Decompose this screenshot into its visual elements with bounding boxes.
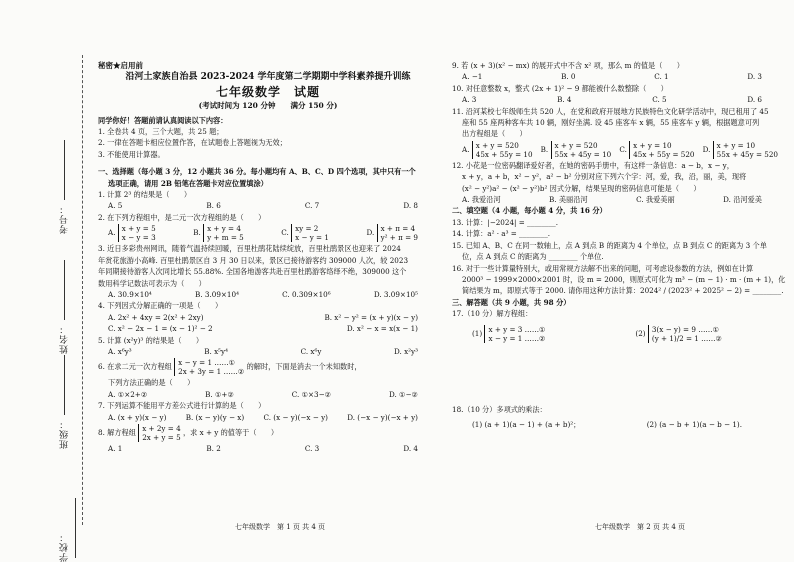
q18-part-1: (1) (a + 1)(a − 1) + (a + b)²； [472,419,581,429]
q9-stem: 9. 若 (x + 3)(x² − mx) 的展开式中不含 x² 项，那么 m 的值是（ ） [452,61,684,70]
note-1: 1. 全卷共 4 页，三个大题，共 25 题； [98,127,224,137]
q3-stem-4: 数用科学记数法可表示为（ ） [98,278,206,288]
q11-stem-2: 座和 55 座两种客车共 10 辆，刚好坐满. 设 45 座客车 x 辆，55 座客车 y 辆，根据题意可列 [462,118,760,128]
subject-title: 七年级数学 试题 [215,84,320,99]
q16-3: 简结果为 m，即原式等于 2000. 请你用这种方法计算：2024² / (2023² + 2025² − 2) = ________. [462,286,784,296]
option: B. 4 [557,95,572,105]
q11-stem: 11. 沿河某校七年级师生共 520 人，在党和政府开展地方民族特色文化研学活动中，现已租用了 45 [452,106,769,116]
option: B. 2 [206,443,221,453]
option: C. 7 [304,201,320,211]
option: C. x² − 2x − 1 = (x − 1)² − 2 [108,324,213,334]
option: D. x + π = 4 y² + π = 9 [366,224,418,243]
q12-options [452,194,782,205]
q3-stem-3: 年同期接待游客人次同比增长 55.88%. 全国各地游客共赴百里杜鹃游客络绎不绝，309000 这个 [98,267,407,277]
exam-number-field: 考号： [58,140,71,234]
option: C. 3 [304,443,320,453]
option: A. 1 [108,443,123,453]
option: B. (x − y)(y − x) [185,412,245,422]
option: C. x + y = 10 45x + 55y = 520 [619,140,695,159]
option: C. 1 [654,72,669,82]
q16: 16. 对于一些计算量特别大，或用常规方法解不出来的问题，可考虑设参数的方法，例如在计算 [452,263,754,273]
q4-options-b [98,323,438,334]
option: A. 3 [462,95,477,105]
binding-margin [0,0,92,562]
footer-left: 七年级数学 第 1 页 共 4 页 [234,523,326,531]
option: D. x² − x = x(x − 1) [346,324,418,334]
option: A. −1 [462,72,483,82]
option: B. x + y = 520 55x + 45y = 10 [540,140,612,159]
option: A. ①×2+② [108,389,148,399]
q5-stem: 5. 计算 (x²y)³ 的结果是（ ） [98,335,204,345]
q3-options [98,289,438,300]
q6-stem: 6. 在求二元一次方程组 x − y = 1 ……① 2x + 3y = 1 ……② 的解时，下面是消去一个未知数时， [98,358,362,377]
exam-info: (考试时间为 120 分钟 满分 150 分) [198,101,338,111]
option: D. 3.09×10⁵ [373,289,418,299]
option: D. 4 [403,443,418,453]
q2-stem: 2. 在下列方程组中，是二元一次方程组的是（ ） [98,212,266,222]
q18: 18.（10 分）多项式的乘法： [452,404,547,414]
option: C. xy = 2 x − y = 1 [281,224,329,243]
option: C. 5 [652,95,667,105]
option: D. ①−② [388,389,418,399]
option: B. x⁵y⁴ [204,346,228,356]
q3-stem-2: 年赏花旅游小高峰. 百里杜鹃景区自 3 月 30 日以来，景区已接待游客约 309000 人次，较 2023 [98,255,409,265]
q18-part-2: (2) (a − b + 1)(a − b − 1). [646,419,742,429]
q16-2: 2000³ − 1999×2000×2001 时，设 m = 2000，则原式可化为 m³ − (m − 1) · m · (m + 1)，化 [462,274,786,284]
q4-stem: 4. 下列因式分解正确的一项是（ ） [98,301,223,311]
section3-title: 三、解答题（共 9 小题，共 98 分） [452,297,571,307]
right-column [452,60,786,430]
note-2: 2. 一律在答题卡相应位置作答，在试题卷上答题视为无效； [98,138,287,148]
option: A. 2x² + 4xy = 2(x² + 2xy) [108,312,204,322]
q12-stem: 12. 小花是一位密码翻译爱好者，在她的密码手册中，有这样一条信息：a − b，x − y， [452,160,734,170]
option: A. 我爱沿河 [462,195,501,205]
q1-stem: 1. 计算 2³ 的结果是（ ） [98,190,192,200]
option: B. 0 [561,72,576,82]
q3-stem: 3. 近日多彩贵州网讯，随着气温持续回暖，百里杜鹃花陆续绽放，百里杜鹃景区也迎来了 2024 [98,244,401,254]
q11-options [452,140,782,160]
option: B. ①+② [205,389,234,399]
section2-title: 二、填空题（4 小题，每小题 4 分，共 16 分） [452,206,607,216]
q17: 17.（10 分）解方程组： [452,309,533,319]
option: A. x + y = 5 x − y = 3 [108,224,156,243]
secret-label: 秘密★启用前 [98,61,143,70]
option: B. x² − y² = (x + y)(x − y) [324,312,418,322]
q10-options [452,94,782,105]
option: A. (x + y)(x − y) [108,412,167,422]
q18-parts [452,419,782,430]
option: D. 3 [747,72,762,82]
q12-stem-2: x + y，a + b，x² − y²，a² − b² 分别对应下列六个字：河，爱，我，沿，丽，美，现将 [462,172,747,182]
q1-options [98,200,438,211]
q6-stem-2: 下列方法正确的是（ ） [108,378,195,388]
q17-part-2: (2) 3(x − y) = 9 ……① (y + 1)/2 = 1 ……② [635,324,722,343]
option: D. x + y = 10 55x + 45y = 520 [702,140,778,159]
q12-stem-3: (x² − y²)a² − (x² − y²)b² 因式分解，结果呈现的密码信息可能是（ ） [462,183,701,193]
left-column [98,60,438,454]
q8-options [98,443,438,454]
option: D. 8 [403,201,418,211]
option: C. ①×3−② [291,389,332,399]
option: B. 3.09×10⁴ [195,289,239,299]
option: C. 我爱美丽 [636,195,675,205]
option: C. x⁶y [300,346,322,356]
q15-2: 位，点 A 到点 C 的距离为 ________ 个单位. [462,252,604,262]
option: A. x⁶y³ [108,346,132,356]
q10-stem: 10. 对任意整数 x，整式 (2x + 1)² − 9 都能被什么数整除（ ） [452,83,668,93]
note-3: 3. 不能使用计算器。 [98,149,165,159]
class-field: 班级： [58,355,71,449]
q6-options [98,389,438,400]
option: D. 沿河爱美 [723,195,762,205]
q14: 14. 计算：a² · a³ = ________. [452,229,551,239]
q5-options [98,346,438,357]
q7-stem: 7. 下列运算不能用平方差公式进行计算的是（ ） [98,401,266,411]
notes-title: 同学你好！答题前请认真阅读以下内容： [98,115,228,125]
q15: 15. 已知 A、B、C 在同一数轴上，点 A 到点 B 的距离为 4 个单位，点 B 到点 C 的距离为 3 个单 [452,240,767,250]
q2-options [98,223,438,243]
section1-title: 一、选择题（每小题 3 分，12 小题共 36 分。每小题均有 A、B、C、D 四个选项，其中只有一个 [98,167,416,177]
footer-right: 七年级数学 第 2 页 共 4 页 [594,523,686,531]
q11-stem-3: 出方程组是（ ） [462,129,527,139]
option: D. (−x − y)(−x + y) [347,412,418,422]
section1-title-2: 选项正确，请用 2B 铅笔在答题卡对应位置填涂） [108,178,268,188]
option: B. 6 [206,201,221,211]
option: A. 5 [108,201,123,211]
option: A. x + y = 520 45x + 55y = 10 [462,140,533,159]
q9-options [452,71,782,82]
q7-options [98,412,438,423]
q13: 13. 计算：|−2024| = ________. [452,217,559,227]
exam-title: 沿河土家族自治县 2023-2024 学年度第二学期期中学科素养提升训练 [125,72,411,83]
q17-parts [452,324,782,344]
option: C. 0.309×10⁶ [282,289,331,299]
q8-stem: 8. 解方程组 x + 2y = 4 2x + y = 5 ，求 x + y 的值等于（ ） [98,423,279,442]
option: D. 6 [747,95,762,105]
binding-line [82,55,83,525]
option: B. x + y = 4 y + m = 5 [193,224,244,243]
option: D. x²y³ [394,346,418,356]
q17-part-1: (1) x + y = 3 ……① x − y = 1 ……② [472,324,546,343]
school-field: 学校： [58,470,81,562]
q4-options-a [98,312,438,323]
option: C. (x − y)(−x − y) [263,412,328,422]
name-field: 姓名： [58,260,71,354]
option: A. 30.9×10⁴ [108,289,152,299]
option: B. 美丽沿河 [549,195,588,205]
